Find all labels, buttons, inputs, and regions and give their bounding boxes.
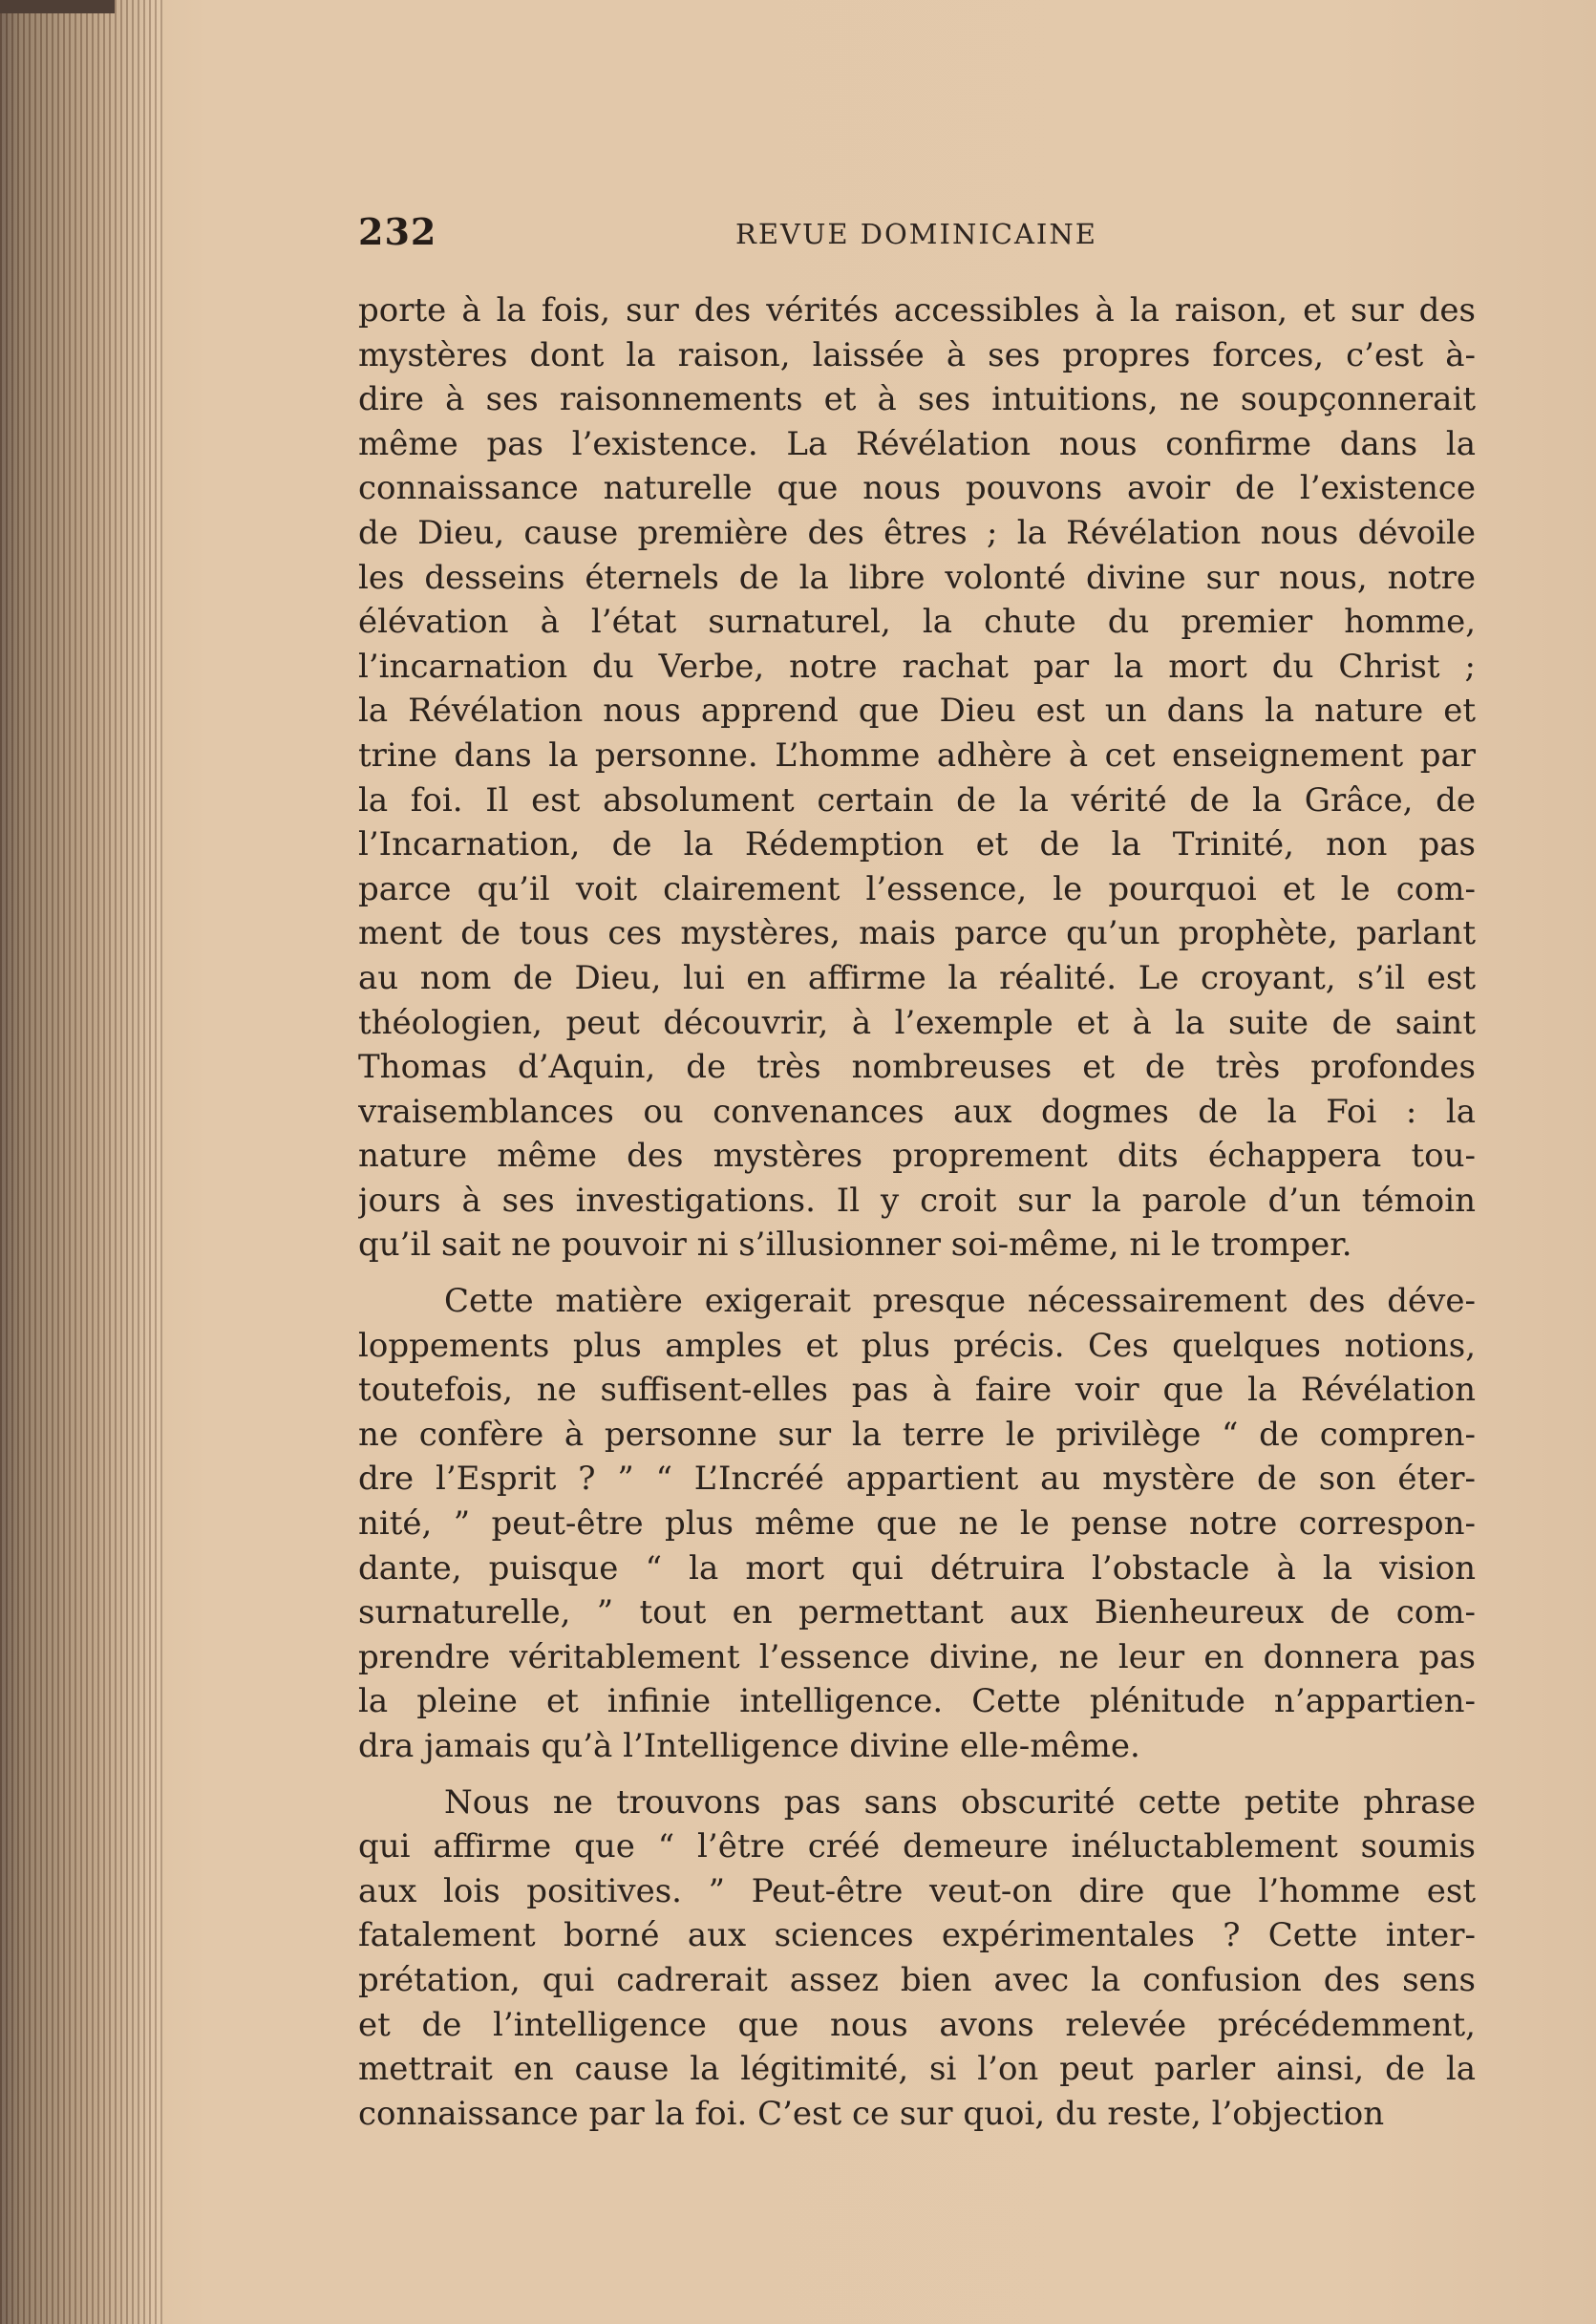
text-line: qu’il sait ne pouvoir ni s’illusionner soi-même, ni le tromper. [358,1226,1352,1265]
paragraph-gap [358,1769,1476,1780]
text-line: dire à ses raisonnements et à ses intuitions, ne soupçonnerait [358,380,1476,419]
paragraph [358,288,1476,1268]
text-line: la foi. Il est absolument certain de la vérité de la Grâce, de [358,780,1476,820]
text-line: connaissance par la foi. C’est ce sur quoi, du reste, l’objection [358,2094,1385,2133]
book-binding-edge [0,0,162,2324]
text-line: Thomas d’Aquin, de très nombreuses et de très profondes [358,1048,1476,1087]
text-line: Nous ne trouvons pas sans obscurité cette petite phrase [444,1782,1476,1822]
paragraph [358,1279,1476,1769]
text-line: la Révélation nous apprend que Dieu est un dans la nature et [358,692,1476,731]
text-line: dre l’Esprit ? ” “ L’Incréé appartient au mystère de son éter- [358,1460,1476,1499]
text-line: fatalement borné aux sciences expérimentales ? Cette inter- [358,1916,1476,1955]
paragraph [358,1780,1476,2137]
text-line: loppements plus amples et plus précis. Ces quelques notions, [358,1326,1476,1365]
paragraph-gap [358,1268,1476,1279]
text-line: l’Incarnation, de la Rédemption et de la Trinité, non pas [358,825,1476,864]
text-line: la pleine et infinie intelligence. Cette plénitude n’appartien- [358,1682,1476,1721]
text-line: même pas l’existence. La Révélation nous confirme dans la [358,424,1476,463]
text-line: les desseins éternels de la libre volonté divine sur nous, notre [358,558,1476,597]
text-line: parce qu’il voit clairement l’essence, le pourquoi et le com- [358,869,1476,908]
text-line: connaissance naturelle que nous pouvons avoir de l’existence [358,469,1476,508]
journal-title: REVUE DOMINICAINE [735,218,1097,250]
text-line: l’incarnation du Verbe, notre rachat par la mort du Christ ; [358,647,1476,686]
text-line: prendre véritablement l’essence divine, ne leur en donnera pas [358,1637,1476,1676]
text-line: élévation à l’état surnaturel, la chute du premier homme, [358,603,1476,642]
text-line: surnaturelle, ” tout en permettant aux Bienheureux de com- [358,1593,1476,1632]
text-line: qui affirme que “ l’être créé demeure inéluctablement soumis [358,1827,1476,1866]
text-line: vraisemblances ou convenances aux dogmes de la Foi : la [358,1092,1476,1131]
text-line: jours à ses investigations. Il y croit sur la parole d’un témoin [358,1181,1476,1220]
running-header [358,210,1476,267]
text-line: aux lois positives. ” Peut-être veut-on dire que l’homme est [358,1871,1476,1910]
text-line: ment de tous ces mystères, mais parce qu’un prophète, parlant [358,914,1476,953]
text-line: de Dieu, cause première des êtres ; la Révélation nous dévoile [358,513,1476,552]
text-line: nature même des mystères proprement dits échappera tou- [358,1137,1476,1176]
text-line: dante, puisque “ la mort qui détruira l’obstacle à la vision [358,1548,1476,1588]
book-spine-shadow [0,0,115,13]
text-line: Cette matière exigerait presque nécessairement des déve- [444,1282,1476,1321]
text-line: dra jamais qu’à l’Intelligence divine elle-même. [358,1727,1140,1765]
text-line: au nom de Dieu, lui en affirme la réalité. Le croyant, s’il est [358,958,1476,997]
text-line: ne confère à personne sur la terre le privilège “ de compren- [358,1415,1476,1454]
text-line: toutefois, ne suffisent-elles pas à faire voir que la Révélation [358,1371,1476,1410]
text-line: porte à la fois, sur des vérités accessibles à la raison, et sur des [358,291,1476,330]
body-text [358,288,1476,2136]
text-line: nité, ” peut-être plus même que ne le pense notre correspon- [358,1504,1476,1544]
text-line: mystères dont la raison, laissée à ses propres forces, c’est à- [358,335,1476,374]
text-line: prétation, qui cadrerait assez bien avec la confusion des sens [358,1960,1476,1999]
text-line: et de l’intelligence que nous avons relevée précédemment, [358,2005,1476,2044]
text-line: mettrait en cause la légitimité, si l’on peut parler ainsi, de la [358,2050,1476,2089]
page-number: 232 [358,210,437,253]
text-line: théologien, peut découvrir, à l’exemple et à la suite de saint [358,1003,1476,1042]
text-line: trine dans la personne. L’homme adhère à cet enseignement par [358,736,1476,775]
